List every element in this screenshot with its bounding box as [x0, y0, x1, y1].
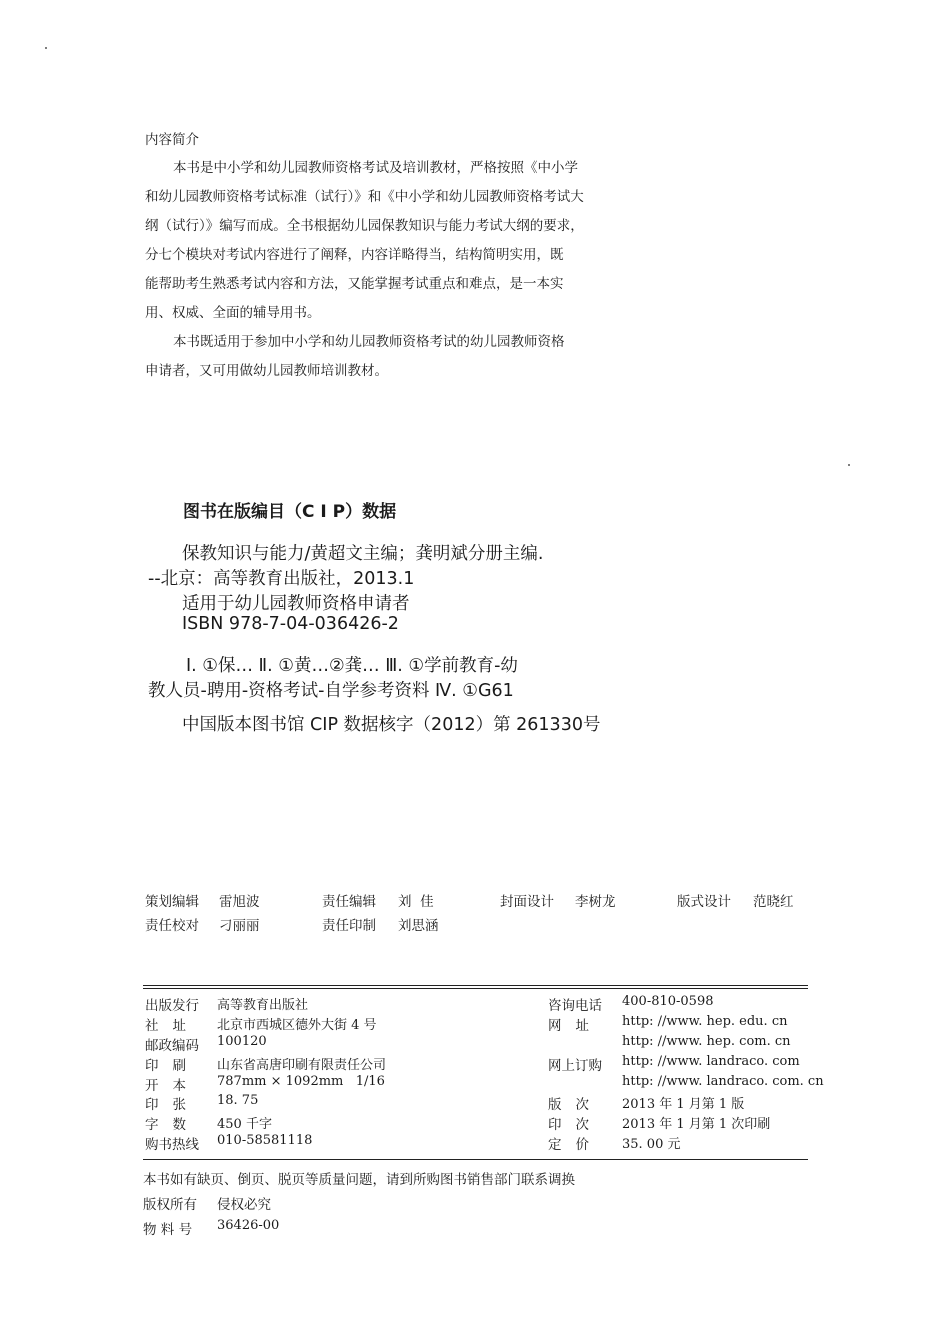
editor-name: 范晓红: [753, 894, 794, 910]
summary-line: 用、权威、全面的辅导用书。: [145, 305, 321, 321]
pub-label: 开本: [145, 1078, 200, 1094]
cip-line: 教人员-聘用-资格考试-自学参考资料 Ⅳ. ①G61: [148, 681, 514, 701]
pub-value: 35. 00 元: [622, 1137, 681, 1152]
rights-label: 版权所有: [143, 1197, 197, 1213]
cip-number: 中国版本图书馆 CIP 数据核字（2012）第 261330号: [182, 715, 601, 735]
editor-role: 责任校对: [145, 918, 199, 934]
divider: [143, 985, 808, 989]
pub-label: 邮政编码: [145, 1038, 199, 1054]
pub-label: 咨询电话: [548, 998, 602, 1014]
pub-value: 450 千字: [217, 1117, 272, 1132]
summary-line: 本书是中小学和幼儿园教师资格考试及培训教材，严格按照《中小学: [173, 160, 578, 176]
cip-line: 适用于幼儿园教师资格申请者: [182, 594, 410, 614]
pub-value: 北京市西城区德外大街 4 号: [217, 1018, 377, 1033]
editor-role: 责任编辑: [322, 894, 376, 910]
pub-label: 版次: [548, 1097, 603, 1113]
pub-value: http: //www. landraco. com: [622, 1054, 800, 1069]
pub-value: http: //www. hep. edu. cn: [622, 1014, 788, 1029]
pub-value: http: //www. landraco. com. cn: [622, 1074, 824, 1089]
pub-value: 2013 年 1 月第 1 次印刷: [622, 1117, 771, 1132]
cip-line: 保教知识与能力/黄超文主编；龚明斌分册主编.: [182, 544, 544, 564]
pub-value: 18. 75: [217, 1093, 259, 1108]
editor-role: 策划编辑: [145, 894, 199, 910]
summary-line: 申请者，又可用做幼儿园教师培训教材。: [145, 363, 388, 379]
summary-title: 内容简介: [145, 132, 199, 148]
quality-notice: 本书如有缺页、倒页、脱页等质量问题，请到所购图书销售部门联系调换: [143, 1172, 575, 1188]
pub-label: 网址: [548, 1018, 603, 1034]
pub-value: 100120: [217, 1034, 267, 1049]
editor-name: 刘思涵: [398, 918, 439, 934]
pub-label: 印张: [145, 1097, 200, 1113]
pub-label: 网上订购: [548, 1058, 602, 1074]
pub-label: 字数: [145, 1117, 200, 1133]
summary-line: 纲（试行）》编写而成。全书根据幼儿园保教知识与能力考试大纲的要求，: [145, 218, 584, 234]
pub-label: 定价: [548, 1137, 603, 1153]
pub-label: 社址: [145, 1018, 200, 1034]
cip-title: 图书在版编目（C I P）数据: [183, 502, 397, 522]
summary-line: 能帮助考生熟悉考试内容和方法，又能掌握考试重点和难点，是一本实: [145, 276, 564, 292]
pub-value: 高等教育出版社: [217, 998, 309, 1013]
pub-value: 400-810-0598: [622, 994, 714, 1009]
editor-name: 李树龙: [575, 894, 616, 910]
pub-value: 787mm × 1092mm 1/16: [217, 1074, 385, 1089]
editor-name: 刘 佳: [398, 894, 434, 910]
scan-speck: [848, 464, 850, 466]
cip-line: Ⅰ. ①保… Ⅱ. ①黄…②龚… Ⅲ. ①学前教育-幼: [186, 656, 518, 676]
editor-role: 责任印制: [322, 918, 376, 934]
cip-line: ISBN 978-7-04-036426-2: [182, 614, 399, 634]
pub-value: 010-58581118: [217, 1133, 313, 1148]
pub-label: 出版发行: [145, 998, 199, 1014]
material-value: 36426-00: [217, 1218, 280, 1233]
pub-value: 2013 年 1 月第 1 版: [622, 1097, 745, 1112]
editor-name: 雷旭波: [219, 894, 260, 910]
cip-line: --北京：高等教育出版社，2013.1: [148, 569, 415, 589]
pub-label: 购书热线: [145, 1137, 199, 1153]
summary-line: 和幼儿园教师资格考试标准（试行）》和《中小学和幼儿园教师资格考试大: [145, 189, 584, 205]
editor-role: 版式设计: [677, 894, 731, 910]
pub-value: 山东省高唐印刷有限责任公司: [217, 1058, 387, 1073]
pub-label: 印刷: [145, 1058, 200, 1074]
editor-role: 封面设计: [500, 894, 554, 910]
pub-label: 印次: [548, 1117, 603, 1133]
editor-name: 刁丽丽: [219, 918, 260, 934]
material-label: 物 料 号: [143, 1222, 193, 1238]
summary-line: 分七个模块对考试内容进行了阐释，内容详略得当，结构简明实用，既: [145, 247, 564, 263]
pub-value: http: //www. hep. com. cn: [622, 1034, 791, 1049]
rights-value: 侵权必究: [217, 1197, 271, 1213]
scan-speck: [45, 47, 47, 49]
summary-line: 本书既适用于参加中小学和幼儿园教师资格考试的幼儿园教师资格: [173, 334, 565, 350]
divider: [143, 1159, 808, 1160]
